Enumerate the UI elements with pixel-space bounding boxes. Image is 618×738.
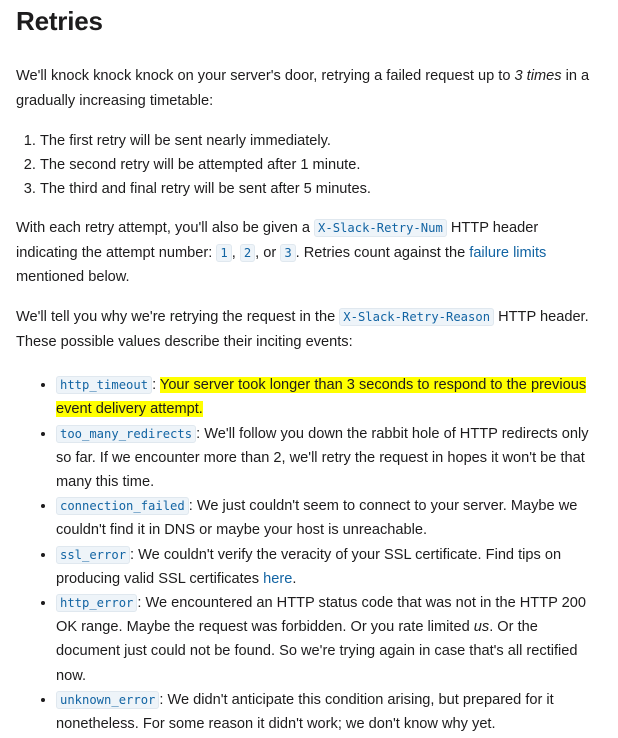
text: We didn't anticipate this condition arising, but prepared for it nonetheless. For some reason it didn't work; we don't know why yet. — [56, 691, 554, 732]
intro-emphasis: 3 times — [514, 68, 562, 84]
text: : — [130, 546, 139, 563]
text: : — [137, 594, 146, 611]
list-item — [56, 494, 602, 542]
list-item — [56, 543, 602, 591]
text: HTTP header indicating the attempt number: — [16, 220, 539, 261]
text: We encountered an HTTP status code that was not in the HTTP 200 OK range. Maybe the request was forbidden. Or you rate limited — [56, 594, 586, 636]
text: . Or the document just could not be found. So we're trying again in case that's all rectified now. — [56, 619, 578, 684]
retry-reason-header-code: X-Slack-Retry-Reason — [339, 308, 494, 326]
retry-reasons-list — [16, 373, 602, 736]
reason-code: http_error — [56, 594, 137, 612]
highlighted-text: Your server took longer than 3 seconds to respond to the previous event delivery attempt. — [56, 377, 587, 418]
reason-code: connection_failed — [56, 497, 189, 515]
text: . — [292, 570, 297, 587]
list-item — [56, 422, 602, 495]
reason-code: too_many_redirects — [56, 425, 196, 443]
ssl-here-link[interactable]: here — [263, 570, 293, 587]
text: We just couldn't seem to connect to your server. Maybe we couldn't find it in DNS or maybe your host is unreachable. — [56, 498, 578, 539]
list-item — [56, 373, 602, 421]
list-item — [56, 688, 602, 736]
intro-text-end: in a gradually increasing timetable: — [16, 68, 590, 109]
text: : — [188, 498, 197, 515]
retry-num-header-code: X-Slack-Retry-Num — [314, 219, 447, 237]
failure-limits-link[interactable]: failure limits — [469, 244, 547, 261]
text: We couldn't verify the veracity of your SSL certificate. Find tips on producing valid SSL certificates — [56, 546, 562, 587]
text: : — [196, 425, 205, 442]
list-item: 2. The second retry will be attempted after 1 minute. — [40, 153, 602, 177]
retry-schedule-list — [16, 129, 602, 201]
list-item — [56, 591, 602, 688]
text: We'll follow you down the rabbit hole of HTTP redirects only so far. If we encounter more than 2, we'll retry the request in hopes it won't be that many this time. — [56, 425, 589, 490]
retry-header-paragraph — [16, 216, 602, 290]
attempt-2-code: 2 — [240, 244, 255, 262]
text: mentioned below. — [16, 269, 130, 286]
attempt-1-code: 1 — [216, 244, 231, 262]
reason-code: http_timeout — [56, 376, 152, 394]
emphasis: us — [473, 619, 490, 636]
intro-text: We'll knock knock knock on your server's door, retrying a failed request up to — [16, 68, 515, 84]
text: : — [152, 377, 160, 394]
text: : — [159, 691, 168, 708]
text: , — [231, 244, 240, 261]
text: We'll tell you why we're retrying the request in the — [16, 308, 340, 325]
text: , or — [255, 244, 281, 261]
list-item: 3. The third and final retry will be sent after 5 minutes. — [40, 177, 602, 201]
list-item: 1. The first retry will be sent nearly immediately. — [40, 129, 602, 153]
intro-paragraph — [16, 64, 602, 113]
attempt-3-code: 3 — [280, 244, 295, 262]
text: HTTP header. These possible values describe their inciting events: — [16, 308, 589, 350]
text: With each retry attempt, you'll also be given a — [16, 220, 315, 237]
page-title: Retries — [16, 6, 103, 36]
reason-code: ssl_error — [56, 546, 130, 564]
retry-reason-paragraph — [16, 305, 602, 354]
text: . Retries count against the — [295, 244, 470, 261]
reason-code: unknown_error — [56, 691, 159, 709]
